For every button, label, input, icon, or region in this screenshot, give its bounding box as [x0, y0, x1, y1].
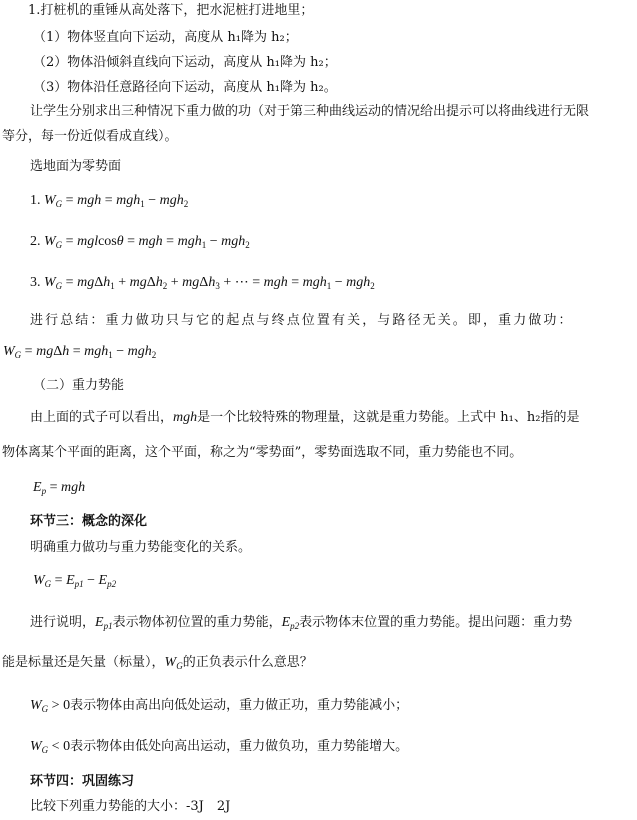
section-heading-deepen: 环节三：概念的深化: [30, 514, 148, 529]
text-line-explanation: [30, 614, 572, 632]
section-heading-practice: 环节四：巩固练习: [30, 774, 135, 789]
formula-potential-energy: $E_p$ = mgh: [33, 480, 86, 496]
text-line-task-cont: 等分，每一份近似看成直线）。: [2, 129, 178, 144]
formula-work-2: 2. $W_G = mglcos\theta$ = mgh = mgh$_1$ − mgh$_2$: [30, 234, 250, 250]
positive-work-text: 表示物体由高出向低处运动，重力做正功，重力势能减小；: [70, 698, 409, 713]
question-text-2: 的正负表示什么意思？: [182, 655, 313, 670]
explanation-text-1: 进行说明，: [30, 615, 96, 630]
formula-work-energy-relation: $W_G = E_{p1} - E_{p2}$: [33, 573, 117, 589]
text-line-summary: [30, 312, 622, 330]
text-line-positive-work: [30, 697, 408, 715]
text-line-case-1: （1）物体竖直向下运动，高度从 h₁降为 h₂；: [33, 30, 298, 45]
text-line-negative-work: [30, 738, 408, 756]
text-line-zero-plane-def: 物体离某个平面的距离，这个平面，称之为“零势面”，零势面选取不同，重力势能也不同。: [2, 445, 523, 460]
explanation-text-3: 表示物体末位置的重力势能。提出问题：重力势: [299, 615, 573, 630]
question-text-1: 能是标量还是矢量（标量），: [2, 655, 165, 670]
formula-work-summary: $W_G = mg\Delta h = mgh_1 - mgh_2$: [3, 344, 157, 360]
text-line-task: 让学生分别求出三种情况下重力做的功（对于第三种曲线运动的情况给出提示可以将曲线进行无限: [30, 104, 590, 119]
intro-text-mid: 是一个比较特殊的物理量，这就是重力势能。上式中 h₁、h₂指的是: [197, 410, 580, 425]
text-line-case-2: （2）物体沿倾斜直线向下运动，高度从 h₁降为 h₂；: [33, 55, 337, 70]
negative-work-text: 表示物体由低处向高出运动，重力做负功，重力势能增大。: [70, 739, 409, 754]
text-line-potential-intro: [30, 409, 579, 427]
formula-work-1: 1. $W_G$ = mgh = mgh$_1$ − mgh$_2$: [30, 193, 189, 209]
summary-text: 进行总结：重力做功只与它的起点与终点位置有关，与路径无关。即，重力做功：: [30, 313, 574, 328]
text-line-case-3: （3）物体沿任意路径向下运动，高度从 h₁降为 h₂。: [33, 80, 337, 95]
formula-work-3: 3. $W_G = mg\Delta h_1 + mg\Delta h_2 + mg\Delta h_3$ + ⋯ = mgh = mgh$_1$ − mgh$_2$: [30, 275, 375, 291]
explanation-text-2: 表示物体初位置的重力势能，: [112, 615, 282, 630]
text-line-relation: 明确重力做功与重力势能变化的关系。: [30, 540, 252, 555]
text-line-zero-plane: 选地面为零势面: [30, 159, 122, 174]
section-heading-potential-energy: （二）重力势能: [33, 378, 125, 393]
wg-positive-symbol: $W_G > 0$: [30, 698, 71, 714]
intro-text-pre: 由上面的式子可以看出，: [30, 410, 174, 425]
wg-symbol: $W_G$: [164, 655, 183, 671]
mgh-symbol: mgh: [173, 410, 198, 425]
text-line-pile-driver: 1.打桩机的重锤从高处落下，把水泥桩打进地里；: [28, 3, 314, 18]
wg-negative-symbol: $W_G < 0$: [30, 739, 71, 755]
ep1-symbol: $E_{p1}$: [95, 615, 113, 631]
ep2-symbol: $E_{p2}$: [281, 615, 300, 631]
text-line-compare: 比较下列重力势能的大小：-3J 2J: [30, 799, 231, 814]
text-line-scalar-question: [2, 654, 313, 672]
